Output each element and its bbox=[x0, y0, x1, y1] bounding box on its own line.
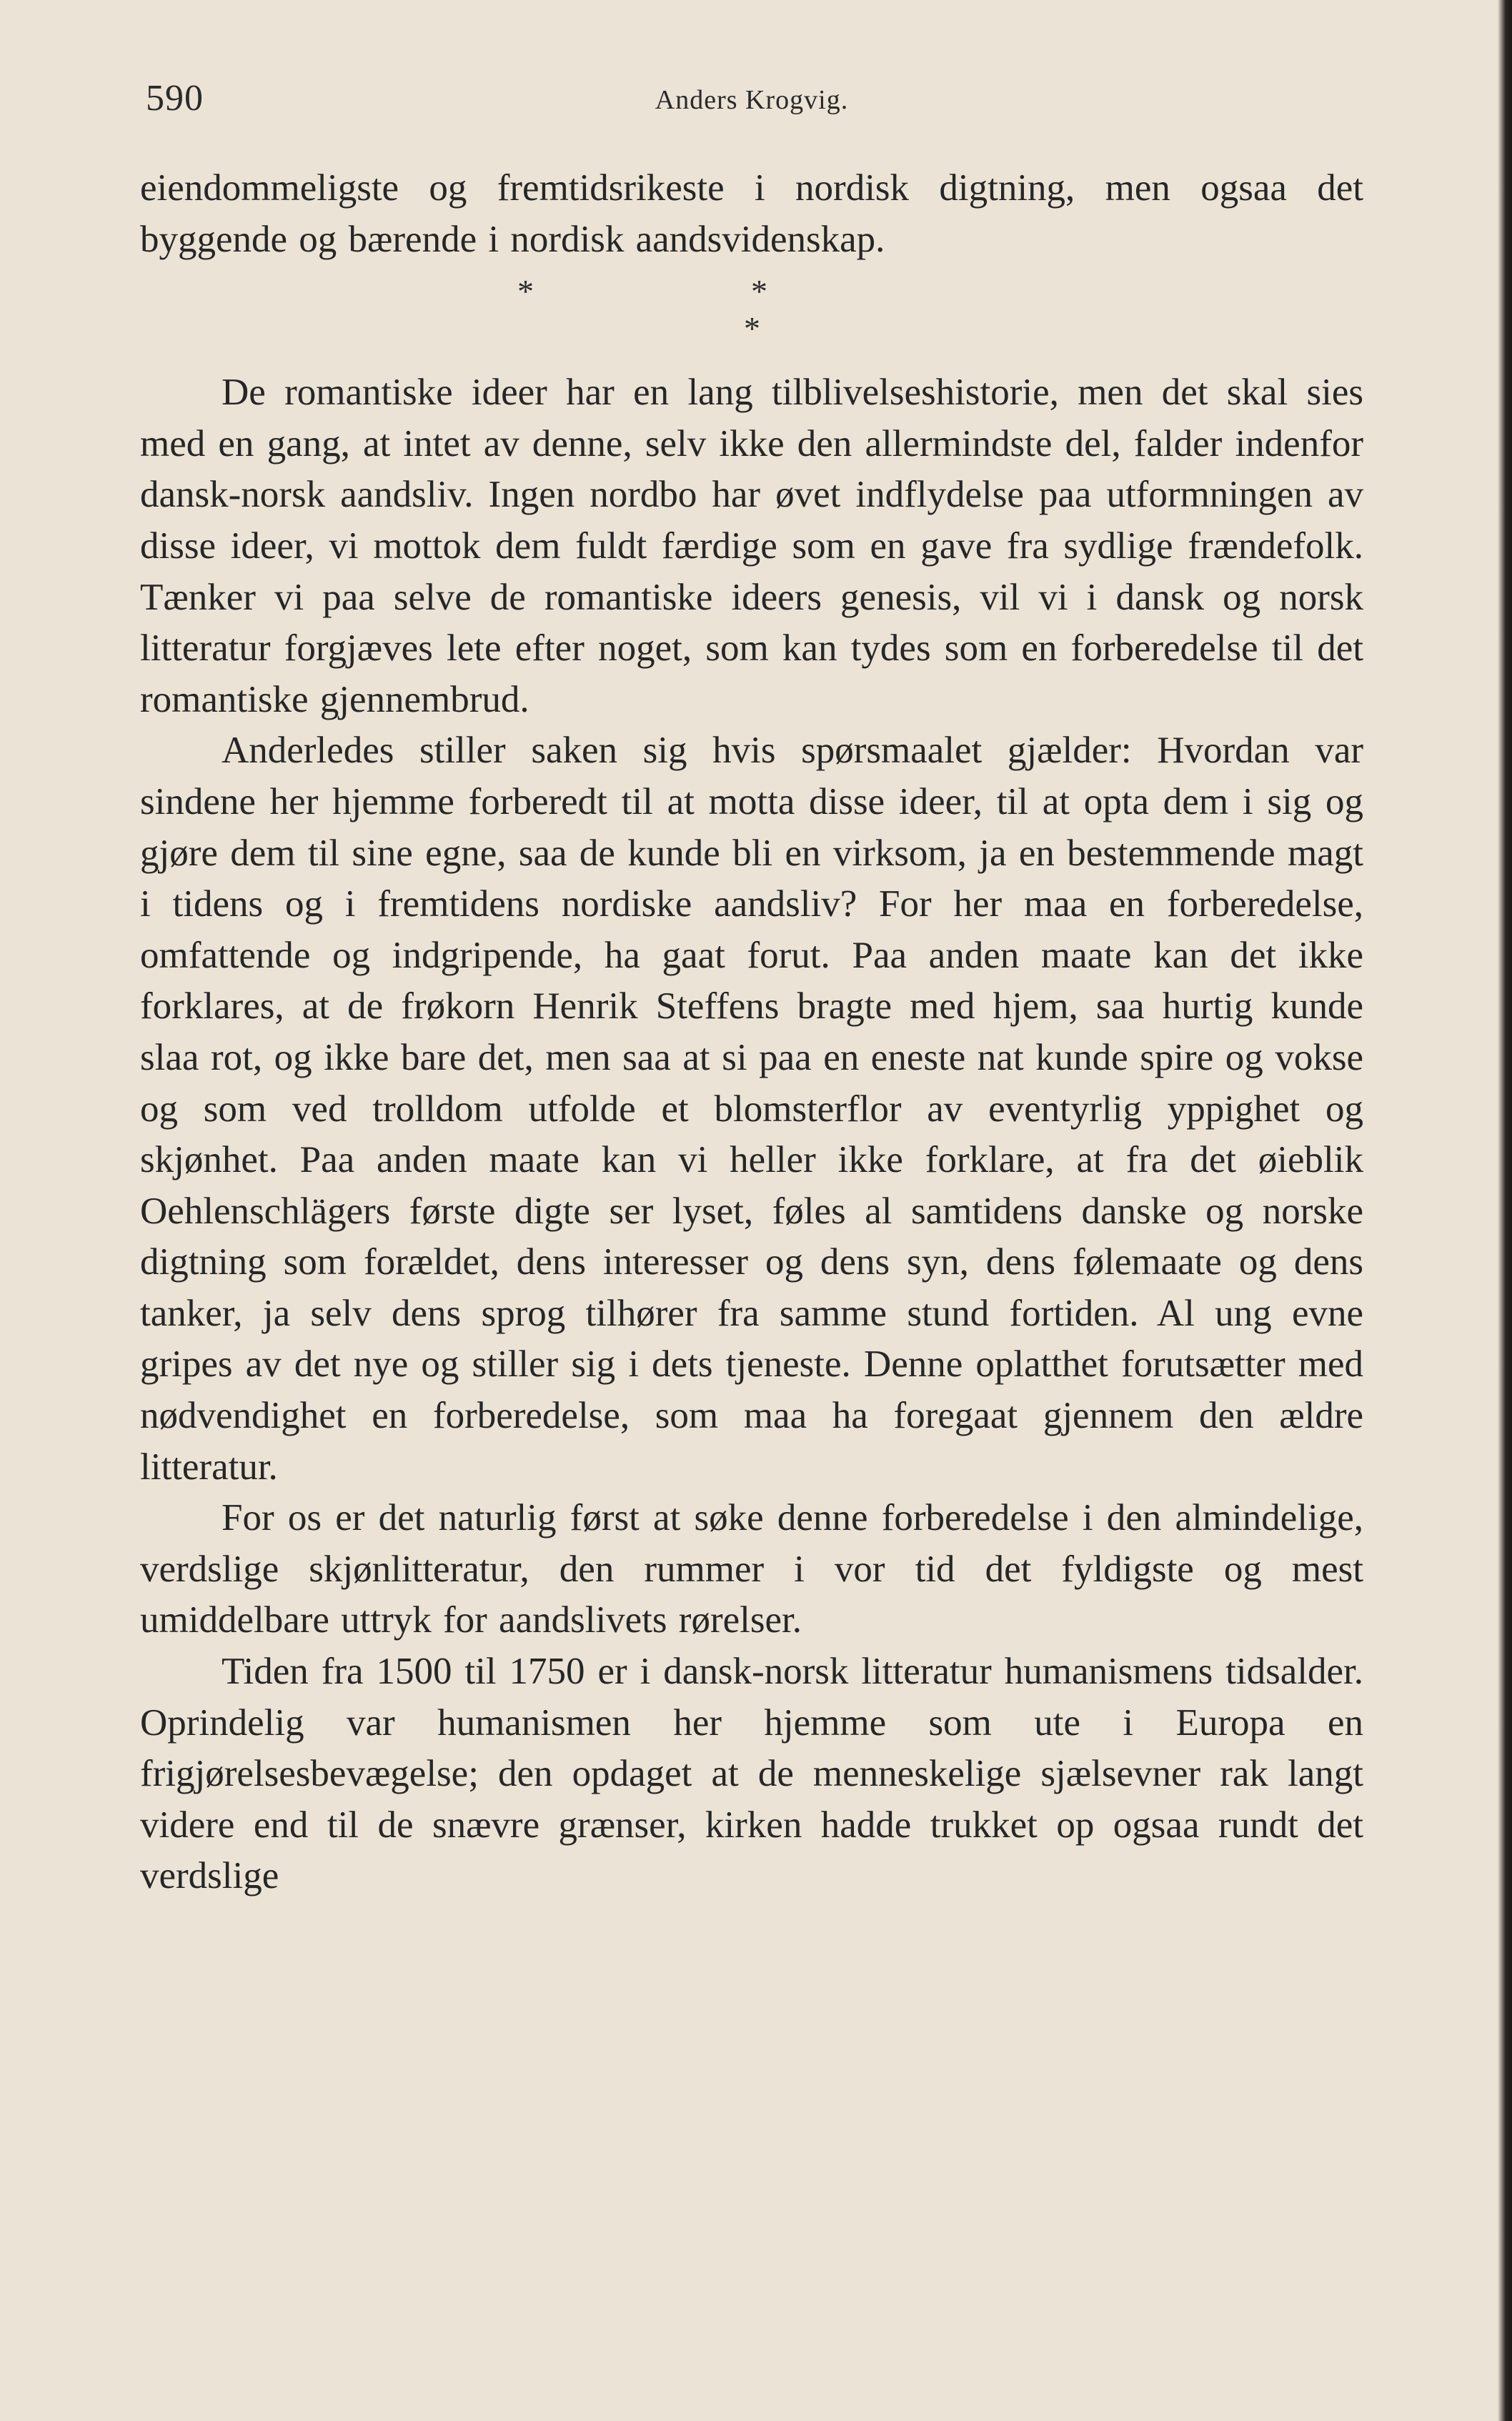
page-header bbox=[140, 71, 1363, 121]
book-spine-edge bbox=[1498, 0, 1512, 2421]
paragraph-continued: eiendommeligste og fremtidsrikeste i nordisk digtning, men ogsaa det byggende og bærende i nordisk aandsvidenskap. bbox=[140, 167, 1363, 260]
paragraph: For os er det naturlig først at søke denne forberedelse i den almindelige, verdslige skjønlitteratur, den rummer i vor tid det fyldigste og mest umiddelbare uttryk for aandslivets rørelser. bbox=[140, 1497, 1363, 1641]
paragraph: Tiden fra 1500 til 1750 er i dansk-norsk litteratur humanismens tidsalder. Oprindelig var humanismen her hjemme som ute i Europa en frigjørelsesbevægelse; den opdaget at de menneskelige sjælsevner rak langt videre end til de snævre grænser, kirken hadde trukket op ogsaa rundt det verdslige bbox=[140, 1651, 1363, 1897]
section-break-asterism bbox=[140, 265, 1363, 367]
paragraph: Anderledes stiller saken sig hvis spørsmaalet gjælder: Hvordan var sindene her hjemme forberedt til at motta disse ideer, til at opta dem i sig og gjøre dem til sine egne, saa de kunde bli en virksom, ja en bestemmende magt i tidens og i fremtidens nordiske aandsliv? For her maa en forberedelse, omfattende og indgripende, ha gaat forut. Paa anden maate kan det ikke forklares, at de frøkorn Henrik Steffens bragte med hjem, saa hurtig kunde slaa rot, og ikke bare det, men saa at si paa en eneste nat kunde spire og vokse og som ved trolldom utfolde et blomsterflor av eventyrlig yppighet og skjønhet. Paa anden maate kan vi heller ikke forklare, at fra det øieblik Oehlenschlägers første digte ser lyset, føles al samtidens danske og norske digtning som forældet, dens interesser og dens syn, dens følemaate og dens tanker, ja selv dens sprog tilhører fra samme stund fortiden. Al ung evne gripes av det nye og stiller sig i dets tjeneste. Denne oplatthet forutsætter med nødvendighet en forberedelse, som maa ha foregaat gjennem den ældre litteratur. bbox=[140, 730, 1363, 1488]
body-text bbox=[140, 163, 1363, 1902]
page-number: 590 bbox=[146, 78, 204, 119]
asterism-star: * bbox=[751, 273, 767, 310]
paragraph: De romantiske ideer har en lang tilblivelseshistorie, men det skal sies med en gang, at intet av denne, selv ikke den allermindste del, falder indenfor dansk-norsk aandsliv. Ingen nordbo har øvet indflydelse paa utformningen av disse ideer, vi mottok dem fuldt færdige som en gave fra sydlige frændefolk. Tænker vi paa selve de romantiske ideers genesis, vil vi i dansk og norsk litteratur forgjæves lete efter noget, som kan tydes som en forberedelse til det romantiske gjennembrud. bbox=[140, 372, 1363, 720]
asterism-star: * bbox=[744, 310, 760, 347]
running-title: Anders Krogvig. bbox=[655, 85, 849, 115]
asterism-star: * bbox=[517, 273, 534, 310]
